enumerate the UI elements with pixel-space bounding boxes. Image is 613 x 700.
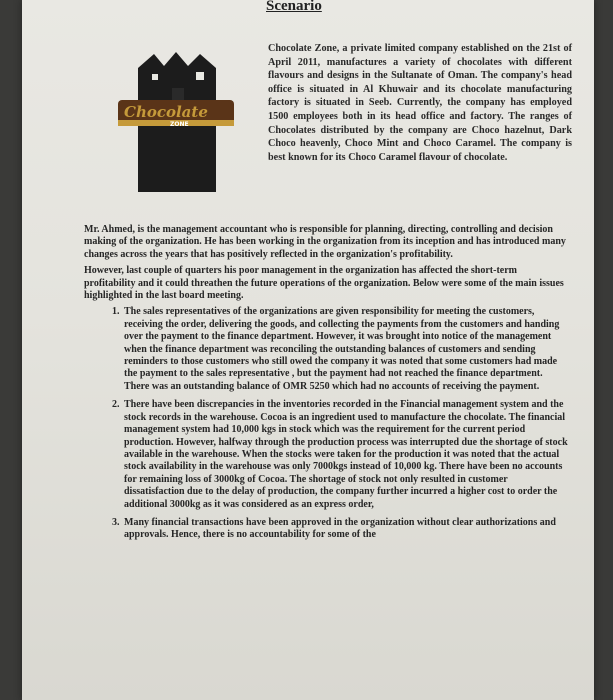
list-item: 2. There have been discrepancies in the inventories recorded in the Financial management system and the stock records in the warehouse. Cocoa is an ingredient used to manufacture the chocolate. The financial management system had 10,000 kgs in stock which was the requirement for the current period production. However, halfway through the production process was interrupted due the shortage of stock available in the warehouse. When the stocks were taken for the production it was noted that the actual stock availability in the warehouse was only 7000kgs instead of 10,000 kg. There have been no accounts for remaining loss of 3000kg of Cocoa. The shortage of stock not only resulted in customer dissatisfaction due to the delay of production, the company further incurred a higher cost to order the additional 3000kg as it was considered as an express order,	[122, 399, 570, 511]
paragraph-management-accountant: Mr. Ahmed, is the management accountant who is responsible for planning, directing, controlling and decision making of the organization. He has been working in the organization from its inception and has introduced many changes across the years that has positively reflected in the organization's profitability.	[84, 224, 566, 260]
logo-text-chocolate: Chocolate	[124, 103, 208, 121]
page-title: Scenario	[266, 0, 322, 14]
intro-paragraph: Chocolate Zone, a private limited company established on the 21st of April 2011, manufactures a variety of chocolates with different flavours and designs in the Sultanate of Oman. The company's head office is situated in Al Khuwair and its chocolate manufacturing factory is situated in Seeb. Currently, the company has employed 1500 employees both in its head office and factory. The ranges of Chocolates distributed by the company are Choco hazelnut, Dark Choco heavenly, Choco Mint and Choco Caramel. The company is best known for its Choco Caramel flavour of chocolate.	[268, 43, 572, 163]
list-item: 3. Many financial transactions have been approved in the organization without clear authorizations and approvals. Hence, there is no accountability for some of the	[122, 517, 570, 542]
list-item: 1. The sales representatives of the organizations are given responsibility for meeting the customers, receiving the order, delivering the goods, and collecting the payments from the customers and handing over the payment to the finance department. However, it was brought into notice of the management when the finance department was reconciling the outstanding balances of customers and sending reminders to those customers who still owed the company it was noted that some customers had made the payment to the sales representative , but the payment had not reached the finance department. There was an outstanding balance of OMR 5250 which had no accounts of receiving the payment.	[122, 306, 570, 393]
issues-list	[84, 306, 570, 541]
chocolate-zone-logo	[112, 48, 240, 198]
logo-text-zone: ZONE	[170, 121, 189, 128]
document-page	[22, 0, 594, 700]
body-text	[84, 224, 570, 548]
paragraph-issues-intro: However, last couple of quarters his poor management in the organization has affected the short-term profitability and it could threathen the future operations of the organization. Below were some of the main issues highlighted in the last board meeting.	[84, 265, 564, 302]
